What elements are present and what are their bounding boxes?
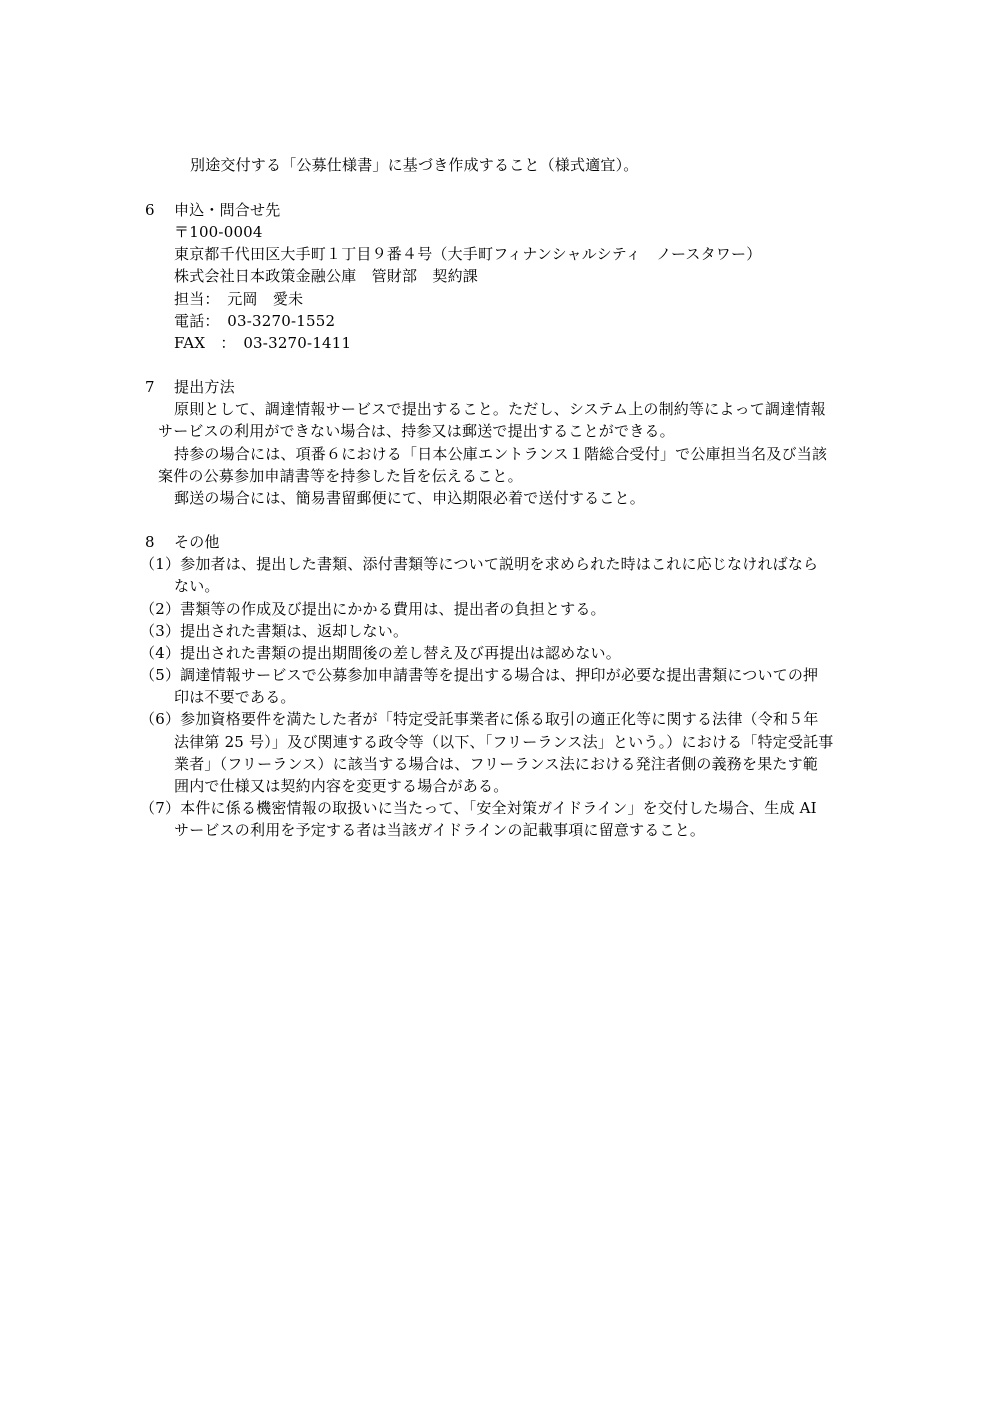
section8-item-6-cont: 業者」（フリーランス）に該当する場合は、フリーランス法における発注者側の義務を果たす範 bbox=[174, 755, 819, 773]
section8-item-5: （5）調達情報サービスで公募参加申請書等を提出する場合は、押印が必要な提出書類についての押 bbox=[140, 666, 819, 684]
section8-item-4: （4）提出された書類の提出期間後の差し替え及び再提出は認めない。 bbox=[140, 644, 621, 662]
section7-line: 持参の場合には、項番６における「日本公庫エントランス１階総合受付」で公庫担当名及び当該 bbox=[174, 445, 828, 463]
section8-number: 8 bbox=[145, 533, 155, 551]
section7-line: 原則として、調達情報サービスで提出すること。ただし、システム上の制約等によって調達情報 bbox=[174, 400, 826, 418]
phone-number: 電話： 03-3270-1552 bbox=[174, 312, 336, 330]
section6-number: 6 bbox=[145, 201, 155, 219]
postal-code: 〒100-0004 bbox=[174, 223, 263, 241]
intro-text: 別途交付する「公募仕様書」に基づき作成すること（様式適宜）。 bbox=[190, 156, 639, 174]
section7-title: 提出方法 bbox=[174, 378, 235, 396]
section7-number: 7 bbox=[145, 378, 155, 396]
section8-item-2: （2）書類等の作成及び提出にかかる費用は、提出者の負担とする。 bbox=[140, 600, 606, 618]
section8-item-6: （6）参加資格要件を満たした者が「特定受託事業者に係る取引の適正化等に関する法律（令和５年 bbox=[140, 710, 819, 728]
section7-line: 郵送の場合には、簡易書留郵便にて、申込期限必着で送付すること。 bbox=[174, 489, 645, 507]
section8-item-3: （3）提出された書類は、返却しない。 bbox=[140, 622, 409, 640]
fax-number: FAX ： 03-3270-1411 bbox=[174, 334, 352, 352]
address: 東京都千代田区大手町１丁目９番４号（大手町フィナンシャルシティ ノースタワー） bbox=[174, 245, 762, 263]
section8-item-7-cont: サービスの利用を予定する者は当該ガイドラインの記載事項に留意すること。 bbox=[174, 821, 706, 839]
section8-item-5-cont: 印は不要である。 bbox=[174, 688, 296, 706]
section8-item-6-cont: 法律第 25 号）」及び関連する政令等（以下、「フリーランス法」という。）における「特定受託事 bbox=[174, 733, 834, 751]
section8-item-7: （7）本件に係る機密情報の取扱いに当たって、「安全対策ガイドライン」を交付した場合、生成 AI bbox=[140, 799, 817, 817]
contact-person: 担当： 元岡 愛未 bbox=[174, 290, 304, 308]
section8-item-1-cont: ない。 bbox=[174, 577, 220, 595]
section7-line: 案件の公募参加申請書等を持参した旨を伝えること。 bbox=[158, 467, 523, 485]
section7-line: サービスの利用ができない場合は、持参又は郵送で提出することができる。 bbox=[158, 422, 675, 440]
section6-title: 申込・問合せ先 bbox=[174, 201, 281, 219]
section8-title: その他 bbox=[174, 533, 220, 551]
organization: 株式会社日本政策金融公庫 管財部 契約課 bbox=[174, 267, 479, 285]
section8-item-1: （1）参加者は、提出した書類、添付書類等について説明を求められた時はこれに応じなければなら bbox=[140, 555, 819, 573]
section8-item-6-cont: 囲内で仕様又は契約内容を変更する場合がある。 bbox=[174, 777, 509, 795]
